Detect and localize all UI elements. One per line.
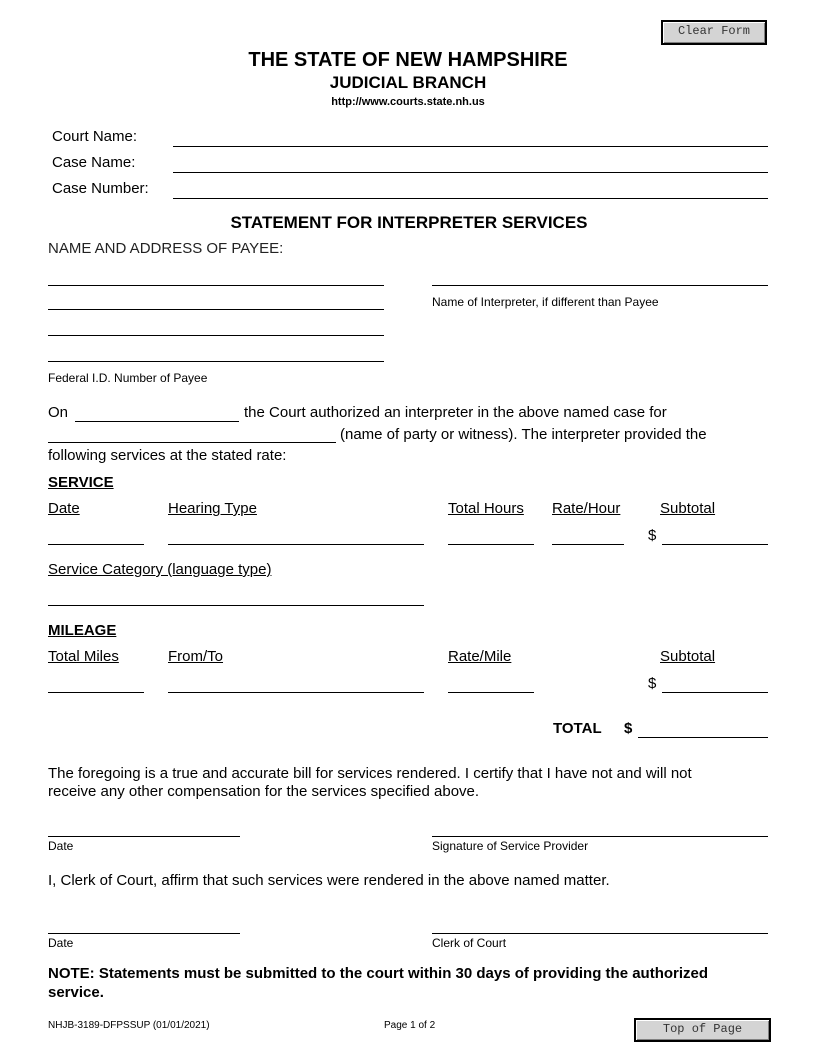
certification-date-input[interactable] <box>48 818 240 836</box>
clerk-signature-line <box>432 933 768 934</box>
total-input[interactable] <box>638 719 768 737</box>
service-heading: SERVICE <box>48 474 114 491</box>
total-label: TOTAL <box>553 720 602 737</box>
rate-hour-line <box>552 544 624 545</box>
clear-form-button[interactable]: Clear Form <box>661 20 767 45</box>
from-to-line <box>168 692 424 693</box>
hearing-type-input[interactable] <box>168 526 424 544</box>
party-name-input[interactable] <box>48 424 336 442</box>
mileage-col-subtotal: Subtotal <box>660 648 716 665</box>
mileage-subtotal-input[interactable] <box>662 674 768 692</box>
case-name-label: Case Name: <box>52 154 136 171</box>
service-col-total-hours: Total Hours <box>448 500 524 517</box>
mileage-subtotal-line <box>662 692 768 693</box>
hearing-type-line <box>168 544 424 545</box>
payee-line-3 <box>48 335 384 336</box>
case-name-input[interactable] <box>173 154 768 172</box>
court-url: http://www.courts.state.nh.us <box>331 96 485 108</box>
state-title: THE STATE OF NEW HAMPSHIRE <box>248 49 568 71</box>
payee-line-2-input[interactable] <box>48 291 384 309</box>
authorization-text-1: the Court authorized an interpreter in the above named case for <box>244 404 667 421</box>
case-number-line <box>173 198 768 199</box>
service-category-label: Service Category (language type) <box>48 561 272 578</box>
federal-id-input[interactable] <box>48 343 384 361</box>
certification-text-2: receive any other compensation for the services specified above. <box>48 783 480 800</box>
form-title: STATEMENT FOR INTERPRETER SERVICES <box>230 213 588 232</box>
clerk-signature-input[interactable] <box>432 915 768 933</box>
mileage-col-from-to: From/To <box>168 648 224 665</box>
case-number-input[interactable] <box>173 180 768 198</box>
total-miles-line <box>48 692 144 693</box>
mileage-col-total-miles: Total Miles <box>48 648 119 665</box>
payee-line-2 <box>48 309 384 310</box>
authorization-text-3: following services at the stated rate: <box>48 447 287 464</box>
provider-signature-input[interactable] <box>432 818 768 836</box>
mileage-dollar-sign: $ <box>648 675 657 692</box>
provider-signature-label: Signature of Service Provider <box>432 839 589 853</box>
case-name-line <box>173 172 768 173</box>
service-subtotal-line <box>662 544 768 545</box>
party-name-line <box>48 442 336 443</box>
clerk-date-label: Date <box>48 936 74 950</box>
payee-line-3-input[interactable] <box>48 317 384 335</box>
certification-date-label: Date <box>48 839 74 853</box>
form-id: NHJB-3189-DFPSSUP (01/01/2021) <box>48 1020 210 1031</box>
service-dollar-sign: $ <box>648 527 657 544</box>
certification-date-line <box>48 836 240 837</box>
payee-line-1-input[interactable] <box>48 267 384 285</box>
total-hours-line <box>448 544 534 545</box>
service-date-line <box>48 544 144 545</box>
service-subtotal-input[interactable] <box>662 526 768 544</box>
authorization-text-2: (name of party or witness). The interpreter provided the <box>340 426 707 443</box>
total-miles-input[interactable] <box>48 674 144 692</box>
rate-mile-input[interactable] <box>448 674 534 692</box>
payee-heading: NAME AND ADDRESS OF PAYEE: <box>48 240 284 257</box>
service-col-hearing-type: Hearing Type <box>168 500 257 517</box>
authorization-date-input[interactable] <box>75 403 239 421</box>
service-col-subtotal: Subtotal <box>660 500 716 517</box>
rate-mile-line <box>448 692 534 693</box>
court-name-line <box>173 146 768 147</box>
authorization-date-line <box>75 421 239 422</box>
branch-title: JUDICIAL BRANCH <box>329 73 487 92</box>
service-category-line <box>48 605 424 606</box>
payee-line-1 <box>48 285 384 286</box>
interpreter-name-label: Name of Interpreter, if different than Payee <box>432 295 659 309</box>
interpreter-name-line <box>432 285 768 286</box>
total-hours-input[interactable] <box>448 526 534 544</box>
federal-id-line <box>48 361 384 362</box>
court-name-label: Court Name: <box>52 128 138 145</box>
mileage-heading: MILEAGE <box>48 622 117 639</box>
case-number-label: Case Number: <box>52 180 149 197</box>
federal-id-label: Federal I.D. Number of Payee <box>48 371 208 385</box>
note-text-2: service. <box>48 984 104 1001</box>
clerk-date-input[interactable] <box>48 915 240 933</box>
clerk-date-line <box>48 933 240 934</box>
service-col-date: Date <box>48 500 80 517</box>
clerk-statement: I, Clerk of Court, affirm that such services were rendered in the above named matter. <box>48 872 610 889</box>
on-label: On <box>48 404 69 421</box>
total-dollar-sign: $ <box>624 720 633 737</box>
certification-text-1: The foregoing is a true and accurate bill for services rendered. I certify that I have not and will not <box>48 765 692 782</box>
clerk-signature-label: Clerk of Court <box>432 936 507 950</box>
interpreter-name-input[interactable] <box>432 267 768 285</box>
service-date-input[interactable] <box>48 526 144 544</box>
service-category-input[interactable] <box>48 587 424 605</box>
note-text-1: NOTE: Statements must be submitted to the court within 30 days of providing the authorized <box>48 965 709 982</box>
total-line <box>638 737 768 738</box>
rate-hour-input[interactable] <box>552 526 624 544</box>
top-of-page-button[interactable]: Top of Page <box>634 1018 771 1042</box>
mileage-col-rate-mile: Rate/Mile <box>448 648 512 665</box>
from-to-input[interactable] <box>168 674 424 692</box>
service-col-rate-hour: Rate/Hour <box>552 500 621 517</box>
page-number: Page 1 of 2 <box>384 1020 436 1031</box>
court-name-input[interactable] <box>173 128 768 146</box>
provider-signature-line <box>432 836 768 837</box>
